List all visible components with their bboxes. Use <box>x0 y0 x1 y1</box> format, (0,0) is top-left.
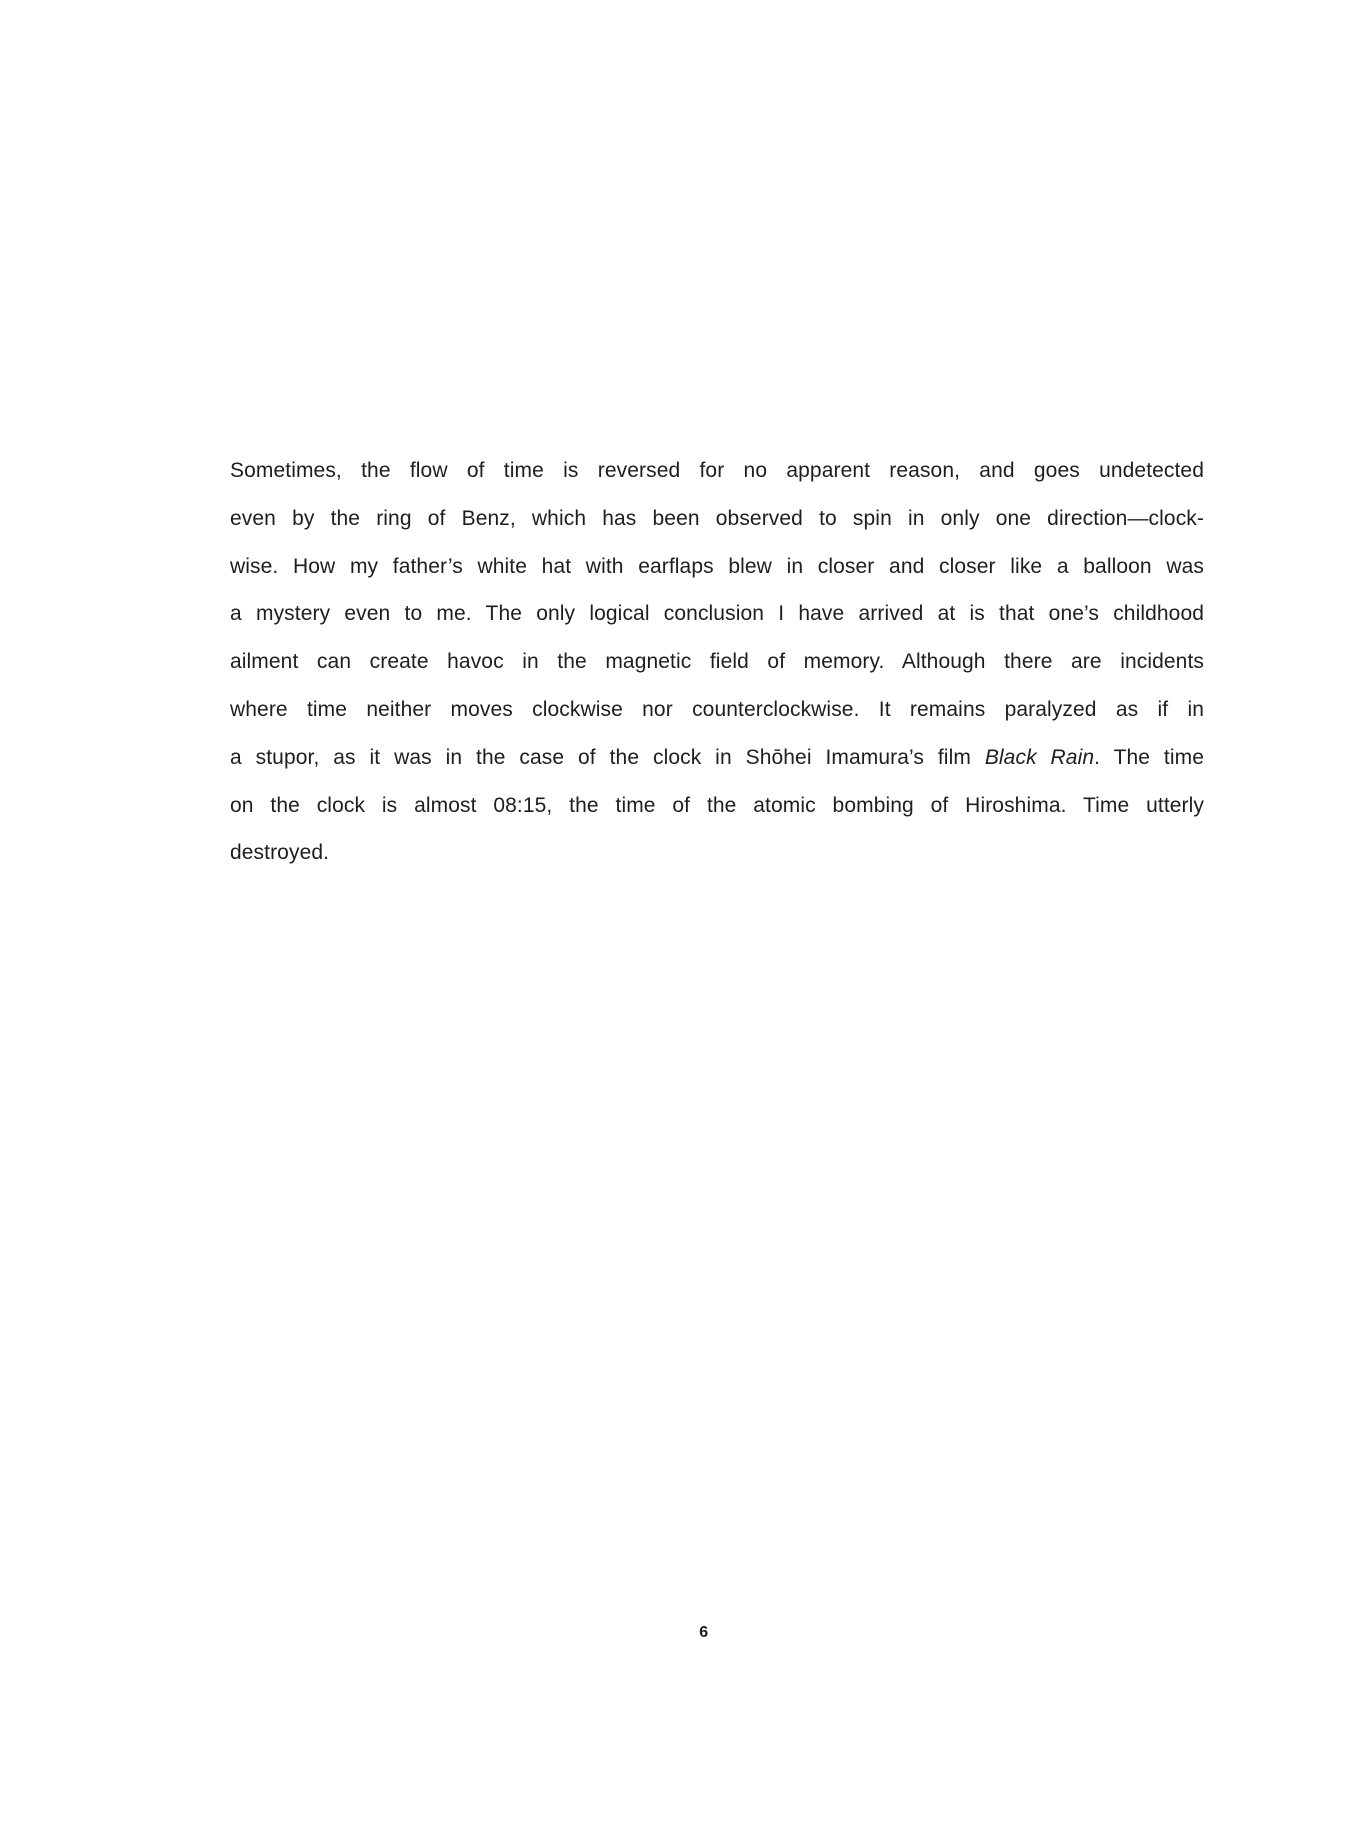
text-segment: on the clock is almost 08:15, the time of the atomic bombing of Hiroshima. Time utterly <box>230 793 1204 817</box>
text-line <box>230 638 1204 686</box>
text-line <box>230 590 1204 638</box>
text-segment: a mystery even to me. The only logical conclusion I have arrived at is that one’s childhood <box>230 602 1204 626</box>
text-line <box>230 782 1204 830</box>
italic-text-segment: Black Rain <box>984 745 1095 769</box>
text-line <box>230 686 1204 734</box>
text-segment: where time neither moves clockwise nor counterclockwise. It remains paralyzed as if in <box>230 697 1204 721</box>
text-segment: a stupor, as it was in the case of the clock in Shōhei Imamura’s film <box>230 745 985 769</box>
text-line <box>230 495 1204 543</box>
text-segment: destroyed. <box>230 841 330 865</box>
text-segment: ailment can create havoc in the magnetic field of memory. Although there are incidents <box>230 650 1204 674</box>
text-line <box>230 734 1204 782</box>
text-segment: Sometimes, the flow of time is reversed for no apparent reason, and goes undetected <box>230 459 1204 482</box>
text-line <box>230 543 1204 591</box>
text-line <box>230 447 1204 495</box>
page-number: 6 <box>699 1624 709 1641</box>
text-segment: wise. How my father’s white hat with earflaps blew in closer and closer like a balloon was <box>230 554 1204 578</box>
text-line <box>230 829 1204 877</box>
text-segment: even by the ring of Benz, which has been observed to spin in only one direction—clock- <box>230 506 1204 530</box>
text-segment: . The time <box>1094 745 1204 769</box>
body-paragraph <box>230 447 1204 877</box>
